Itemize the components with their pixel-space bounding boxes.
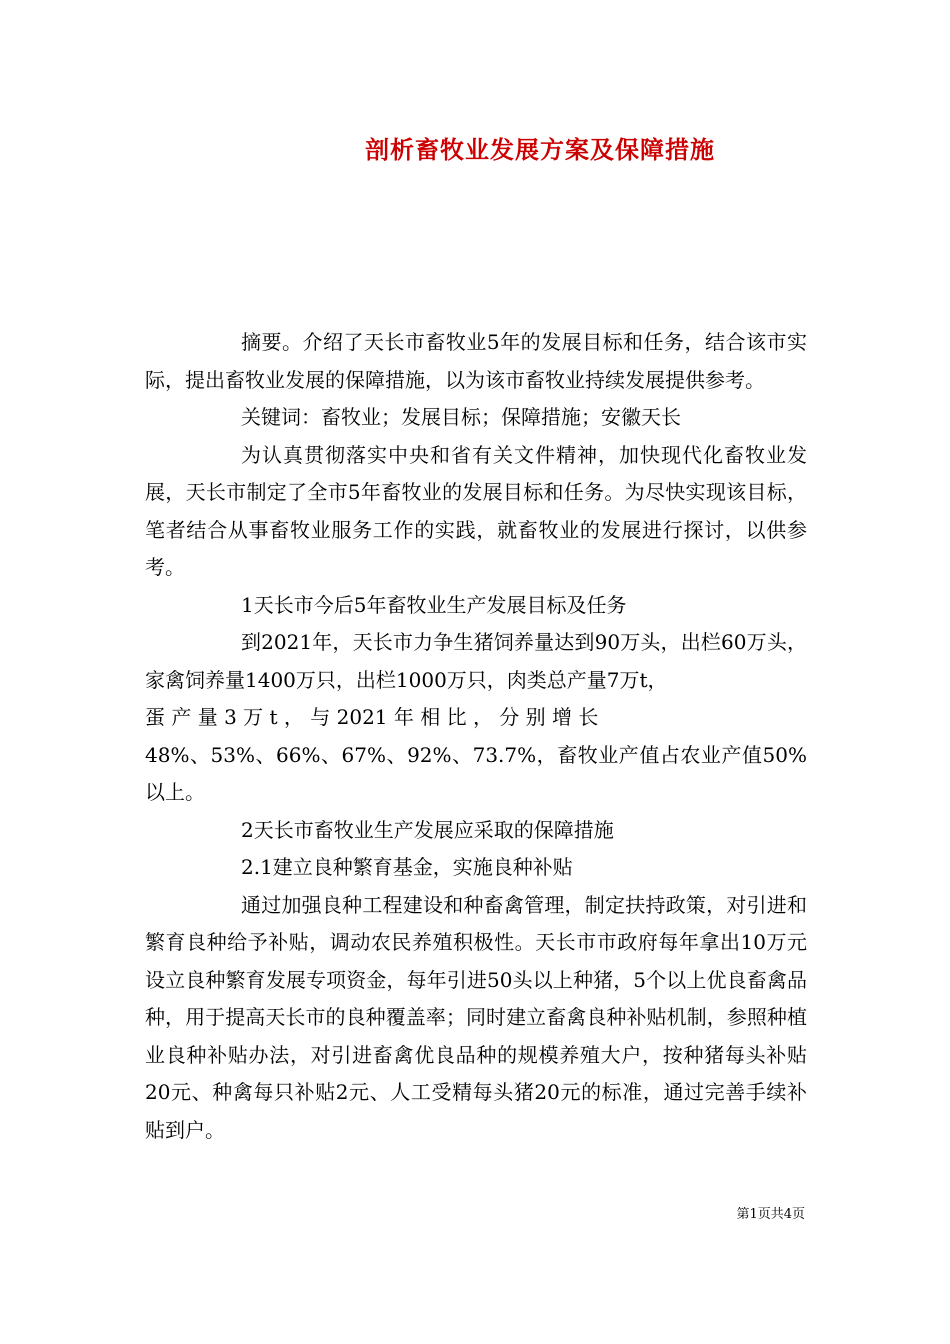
section-1-paragraph-spaced-line: 蛋 产 量 3 万 t ， 与 2021 年 相 比 ， 分 别 增 长 — [145, 705, 599, 729]
page-number: 第1页共4页 — [736, 1207, 805, 1222]
section-1-heading: 1天长市今后5年畜牧业生产发展目标及任务 — [241, 592, 627, 617]
section-2-1-paragraph: 通过加强良种工程建设和种畜禽管理，制定扶持政策，对引进和繁育良种给予补贴，调动农民养殖积极性。天长市市政府每年拿出10万元设立良种繁育发展专项资金，每年引进50头以上种猪，5个以上优良畜禽品种，用于提高天长市的良种覆盖率；同时建立畜禽良种补贴机制，参照种植业良种补贴办法，对引进畜禽优良品种的规模养殖大户，按种猪每头补贴20元、种禽每只补贴2元、人工受精每头猪20元的标准，通过完善手续补贴到户。 — [145, 892, 807, 1142]
intro-paragraph: 为认真贯彻落实中央和省有关文件精神，加快现代化畜牧业发展，天长市制定了全市5年畜牧业的发展目标和任务。为尽快实现该目标，笔者结合从事畜牧业服务工作的实践，就畜牧业的发展进行探讨，以供参考。 — [145, 442, 807, 579]
document-body — [145, 324, 807, 1149]
keywords-paragraph: 关键词：畜牧业；发展目标；保障措施；安徽天长 — [241, 405, 681, 429]
section-2-1-heading: 2.1建立良种繁育基金，实施良种补贴 — [241, 855, 573, 879]
document-title: 剖析畜牧业发展方案及保障措施 — [365, 135, 715, 164]
section-2-heading: 2天长市畜牧业生产发展应采取的保障措施 — [241, 817, 614, 842]
section-1-paragraph: 到2021年，天长市力争生猪饲养量达到90万头，出栏60万头，家禽饲养量1400万只，出栏1000万只，肉类总产量7万t， — [145, 630, 807, 692]
abstract-paragraph: 摘要。介绍了天长市畜牧业5年的发展目标和任务，结合该市实际，提出畜牧业发展的保障措施，以为该市畜牧业持续发展提供参考。 — [145, 330, 807, 392]
section-1-paragraph-end: 48%、53%、66%、67%、92%、73.7%，畜牧业产值占农业产值50%以上。 — [145, 742, 807, 804]
